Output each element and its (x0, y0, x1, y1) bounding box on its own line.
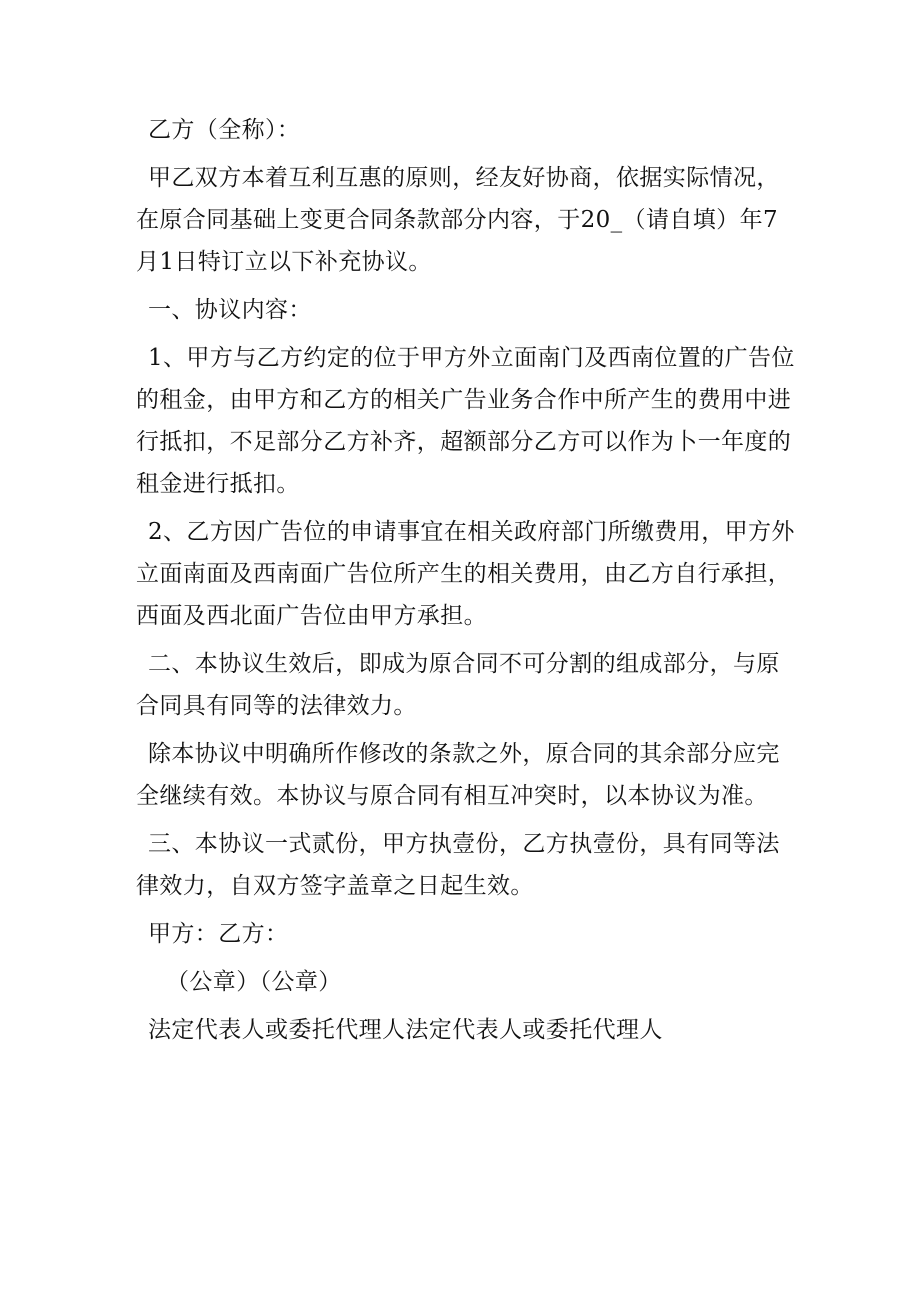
preamble-paragraph: 甲乙双方本着互利互惠的原则，经友好协商，依据实际情况，在原合同基础上变更合同条款部分内容，于20_（请自填）年7月1日特订立以下补充协议。 (136, 165, 780, 275)
official-seal-labels: （公章）（公章） (166, 969, 342, 995)
section-one-heading: 一、协议内容： (148, 297, 312, 323)
document-body (136, 109, 796, 1051)
signature-parties: 甲方：乙方： (148, 921, 289, 947)
section-two-paragraph: 二、本协议生效后，即成为原合同不可分割的组成部分，与原合同具有同等的法律效力。 (136, 651, 780, 719)
representative-labels: 法定代表人或委托代理人法定代表人或委托代理人 (148, 1017, 663, 1043)
validity-paragraph: 除本协议中明确所作修改的条款之外，原合同的其余部分应完全继续有效。本协议与原合同有相互冲突时，以本协议为准。 (136, 741, 780, 809)
party-b-fullname: 乙方（全称）： (148, 117, 301, 143)
section-three-paragraph: 三、本协议一式贰份，甲方执壹份，乙方执壹份，具有同等法律效力，自双方签字盖章之日起生效。 (136, 831, 780, 899)
clause-2-paragraph: 2、乙方因广告位的申请事宜在相关政府部门所缴费用，甲方外立面南面及西南面广告位所产生的相关费用，由乙方自行承担，西面及西北面广告位由甲方承担。 (136, 519, 795, 629)
clause-1-paragraph: 1、甲方与乙方约定的位于甲方外立面南门及西南位置的广告位的租金，由甲方和乙方的相关广告业务合作中所产生的费用中进行抵扣，不足部分乙方补齐，超额部分乙方可以作为卜一年度的租金进行抵扣。 (136, 345, 795, 497)
